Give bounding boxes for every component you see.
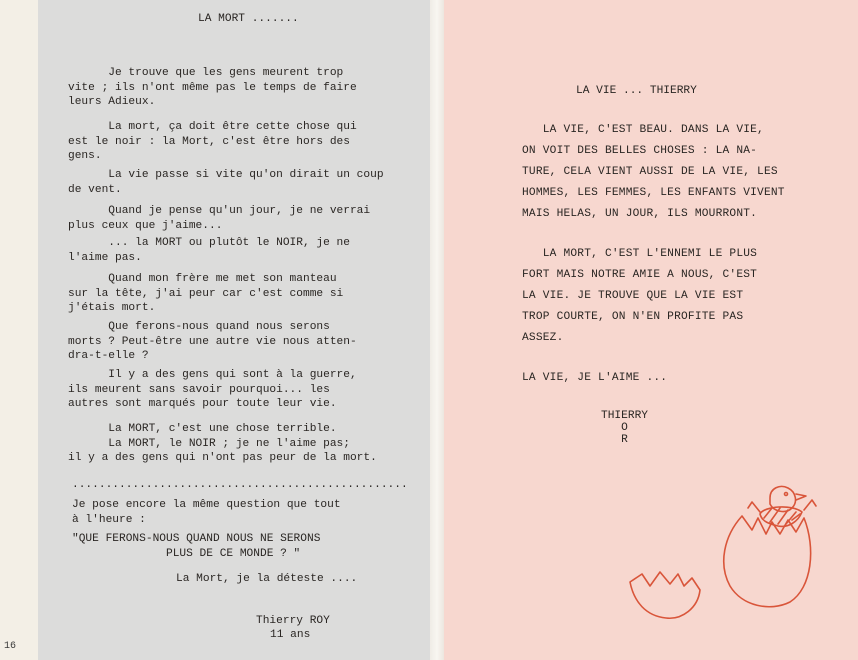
left-closing: La Mort, je la déteste .... bbox=[176, 573, 358, 585]
question-intro: Je pose encore la même question que tout à l'heure : bbox=[72, 499, 341, 526]
page-number: 16 bbox=[4, 641, 17, 652]
left-title: LA MORT ....... bbox=[198, 13, 299, 25]
left-paragraph-4: Quand je pense qu'un jour, je ne verrai plus ceux que j'aime... bbox=[68, 205, 371, 232]
chick-beak bbox=[796, 494, 806, 500]
chick-wing-right bbox=[804, 500, 816, 510]
book-gutter bbox=[430, 0, 444, 660]
left-paragraph-9: La MORT, c'est une chose terrible. La MORT, le NOIR ; je ne l'aime pas; il y a des gens qui n'ont pas peur de la mort. bbox=[68, 423, 377, 464]
left-paragraph-3: La vie passe si vite qu'on dirait un coup de vent. bbox=[68, 169, 384, 196]
left-paragraph-8: Il y a des gens qui sont à la guerre, ils meurent sans savoir pourquoi... les autres sont marqués pour toute leur vie. bbox=[68, 369, 357, 410]
signature: THIERRY O R bbox=[601, 410, 648, 446]
author-age: 11 ans bbox=[270, 629, 311, 641]
chick-wing-left bbox=[748, 502, 760, 512]
left-paragraph-7: Que ferons-nous quand nous serons morts ? Peut-être une autre vie nous atten- dra-t-elle ? bbox=[68, 321, 357, 362]
right-closing: LA VIE, JE L'AIME ... bbox=[522, 372, 668, 384]
author-name: Thierry ROY bbox=[256, 615, 330, 627]
hatching-egg-drawing bbox=[620, 478, 820, 648]
right-paragraph-2: LA MORT, C'EST L'ENNEMI LE PLUS FORT MAIS NOTRE AMIE A NOUS, C'EST LA VIE. JE TROUVE QUE LA VIE EST TROP COURTE, ON N'EN PROFITE PAS ASSEZ. bbox=[522, 248, 758, 344]
right-title: LA VIE ... THIERRY bbox=[576, 85, 697, 97]
broken-shell-half bbox=[630, 572, 700, 618]
right-paragraph-1: LA VIE, C'EST BEAU. DANS LA VIE, ON VOIT DES BELLES CHOSES : LA NA- TURE, CELA VIENT AUSSI DE LA VIE, LES HOMMES, LES FEMMES, LES ENFANTS VIVENT MAIS HELAS, UN JOUR, ILS MOURRONT. bbox=[522, 124, 785, 220]
large-egg-shell bbox=[724, 516, 811, 607]
question-text: "QUE FERONS-NOUS QUAND NOUS NE SERONS PLUS DE CE MONDE ? " bbox=[72, 533, 321, 560]
left-paragraph-1: Je trouve que les gens meurent trop vite ; ils n'ont même pas le temps de faire leurs Adieux. bbox=[68, 67, 357, 108]
left-paragraph-5: ... la MORT ou plutôt le NOIR, je ne l'aime pas. bbox=[68, 237, 350, 264]
left-paragraph-6: Quand mon frère me met son manteau sur la tête, j'ai peur car c'est comme si j'étais mort. bbox=[68, 273, 344, 314]
dotted-separator: .................................................. bbox=[72, 479, 408, 491]
left-paragraph-2: La mort, ça doit être cette chose qui est le noir : la Mort, c'est être hors des gens. bbox=[68, 121, 357, 162]
chick-eye bbox=[785, 493, 788, 496]
